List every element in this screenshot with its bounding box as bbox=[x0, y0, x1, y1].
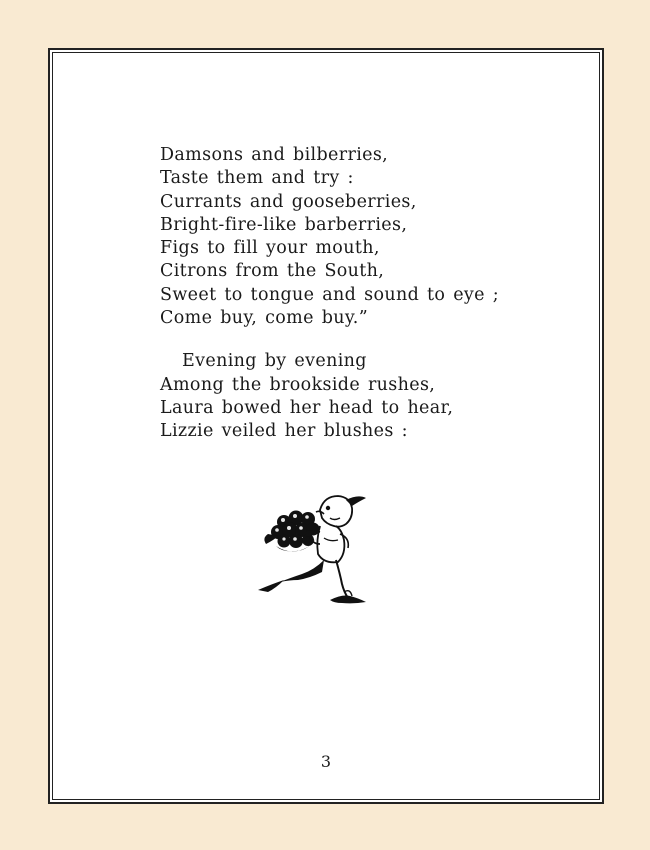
poem-line: Come buy, come buy.” bbox=[160, 308, 368, 329]
book-page bbox=[48, 48, 604, 804]
poem-line: Laura bowed her head to hear, bbox=[160, 397, 454, 418]
poem-line: Bright-fire-like barberries, bbox=[160, 214, 408, 235]
poem-line: Figs to fill your mouth, bbox=[160, 238, 380, 259]
poem-line: Lizzie veiled her blushes : bbox=[160, 421, 408, 442]
poem-line: Damsons and bilberries, bbox=[160, 145, 389, 165]
poem-line: Sweet to tongue and sound to eye ; bbox=[160, 284, 500, 305]
poem-line: Currants and gooseberries, bbox=[160, 191, 417, 212]
goblin-carrying-fruit-icon bbox=[254, 488, 382, 610]
stanza-2 bbox=[160, 350, 499, 443]
poem-line: Taste them and try : bbox=[160, 168, 354, 189]
poem-line: Among the brookside rushes, bbox=[160, 374, 436, 395]
page-number: 3 bbox=[320, 752, 332, 771]
poem-line: Citrons from the South, bbox=[160, 261, 385, 282]
poem-line: Evening by evening bbox=[182, 351, 367, 372]
poem-text bbox=[160, 144, 499, 444]
stanza-1 bbox=[160, 144, 499, 330]
